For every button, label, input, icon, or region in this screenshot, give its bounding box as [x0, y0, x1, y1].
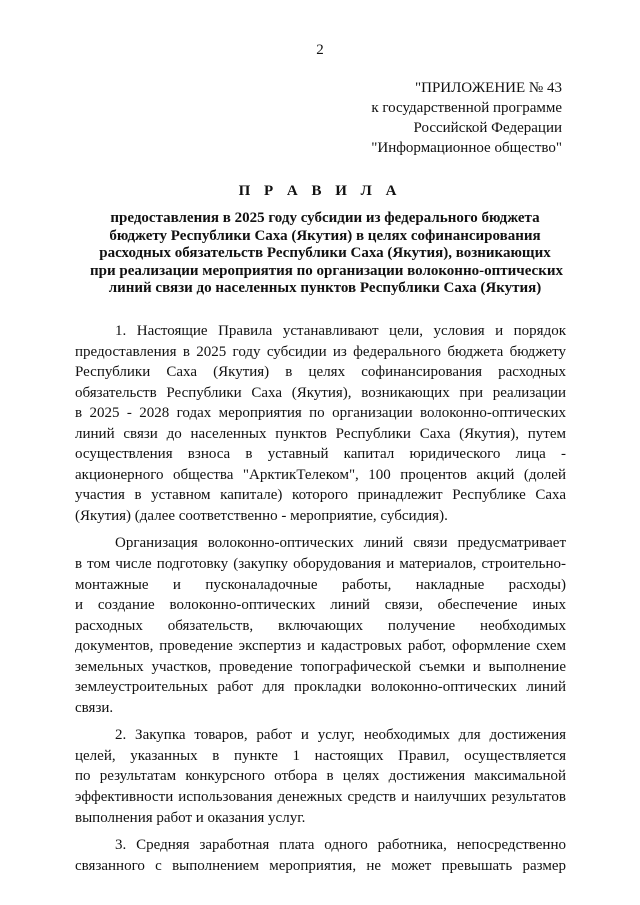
subtitle-line: при реализации мероприятия по организации волоконно-оптических — [90, 262, 563, 279]
paragraph-3 — [75, 725, 566, 828]
text-line: монтажные и пусконаладочные работы, накладные расходы) — [75, 576, 566, 593]
text-line: землеустроительных работ для прокладки волоконно-оптических линий — [75, 679, 566, 696]
appendix-line: "ПРИЛОЖЕНИЕ № 43 — [414, 80, 562, 96]
text-line: предоставления в 2025 году субсидии из федерального бюджета бюджету — [75, 343, 566, 360]
text-line: эффективности использования денежных средств и наилучших результатов — [75, 789, 566, 806]
text-line: участия в уставном капитале) которого принадлежит Республике Саха — [75, 487, 566, 504]
paragraph-4 — [75, 835, 566, 876]
text-line: линий связи до населенных пунктов Республики Саха (Якутия), путем — [75, 425, 566, 442]
text-line: связи. — [75, 699, 114, 716]
text-line: осуществления взноса в уставный капитал юридического лица - — [75, 446, 566, 463]
appendix-header — [302, 78, 562, 158]
text-line: выполнения работ и оказания услуг. — [75, 809, 306, 826]
paragraph-2 — [75, 533, 566, 718]
text-line: 3. Средняя заработная плата одного работника, непосредственно — [115, 837, 566, 854]
appendix-line: к государственной программе — [371, 100, 562, 116]
subtitle-line: расходных обязательств Республики Саха (Якутия), возникающих — [99, 245, 551, 262]
text-line: земельных участков, проведение топографической съемки и выполнение — [75, 658, 566, 675]
text-line: акционерного общества "АрктикТелеком", 100 процентов акций (долей — [75, 466, 566, 483]
text-line: по результатам конкурсного отбора в целях достижения максимальной — [75, 768, 566, 785]
subtitle-line: линий связи до населенных пунктов Республики Саха (Якутия) — [108, 280, 542, 297]
text-line: документов, проведение экспертиз и кадастровых работ, оформление схем — [75, 638, 566, 655]
text-line: (Якутия) (далее соответственно - мероприятие, субсидия). — [75, 507, 448, 524]
page-number: 2 — [316, 42, 324, 58]
text-line: и создание волоконно-оптических линий связи, обеспечение иных — [75, 597, 566, 614]
text-line: целей, указанных в пункте 1 настоящих Правил, осуществляется — [75, 747, 566, 764]
subtitle-line: бюджету Республики Саха (Якутия) в целях софинансирования — [109, 227, 541, 244]
text-line: Республики Саха (Якутия) в целях софинансирования расходных — [75, 364, 566, 381]
text-line: 2. Закупка товаров, работ и услуг, необходимых для достижения — [115, 727, 566, 744]
subtitle-line: предоставления в 2025 году субсидии из федерального бюджета — [110, 210, 540, 226]
text-line: 1. Настоящие Правила устанавливают цели, условия и порядок — [115, 323, 566, 339]
text-line: расходных обязательств, включающих получение необходимых — [75, 617, 566, 634]
text-line: в том числе подготовку (закупку оборудования и материалов, строительно- — [75, 556, 566, 573]
appendix-line: "Информационное общество" — [371, 140, 562, 156]
document-title: П Р А В И Л А — [238, 183, 402, 199]
text-line: в 2025 - 2028 годах мероприятия по организации волоконно-оптических — [75, 405, 566, 422]
appendix-line: Российской Федерации — [413, 120, 562, 136]
document-subtitle — [90, 210, 563, 298]
document-body — [75, 321, 566, 883]
text-line: обязательств Республики Саха (Якутия), возникающих при реализации — [75, 384, 566, 401]
paragraph-1 — [75, 321, 566, 526]
text-line: связанного с выполнением мероприятия, не может превышать размер — [75, 857, 566, 874]
text-line: Организация волоконно-оптических линий связи предусматривает — [115, 535, 566, 552]
